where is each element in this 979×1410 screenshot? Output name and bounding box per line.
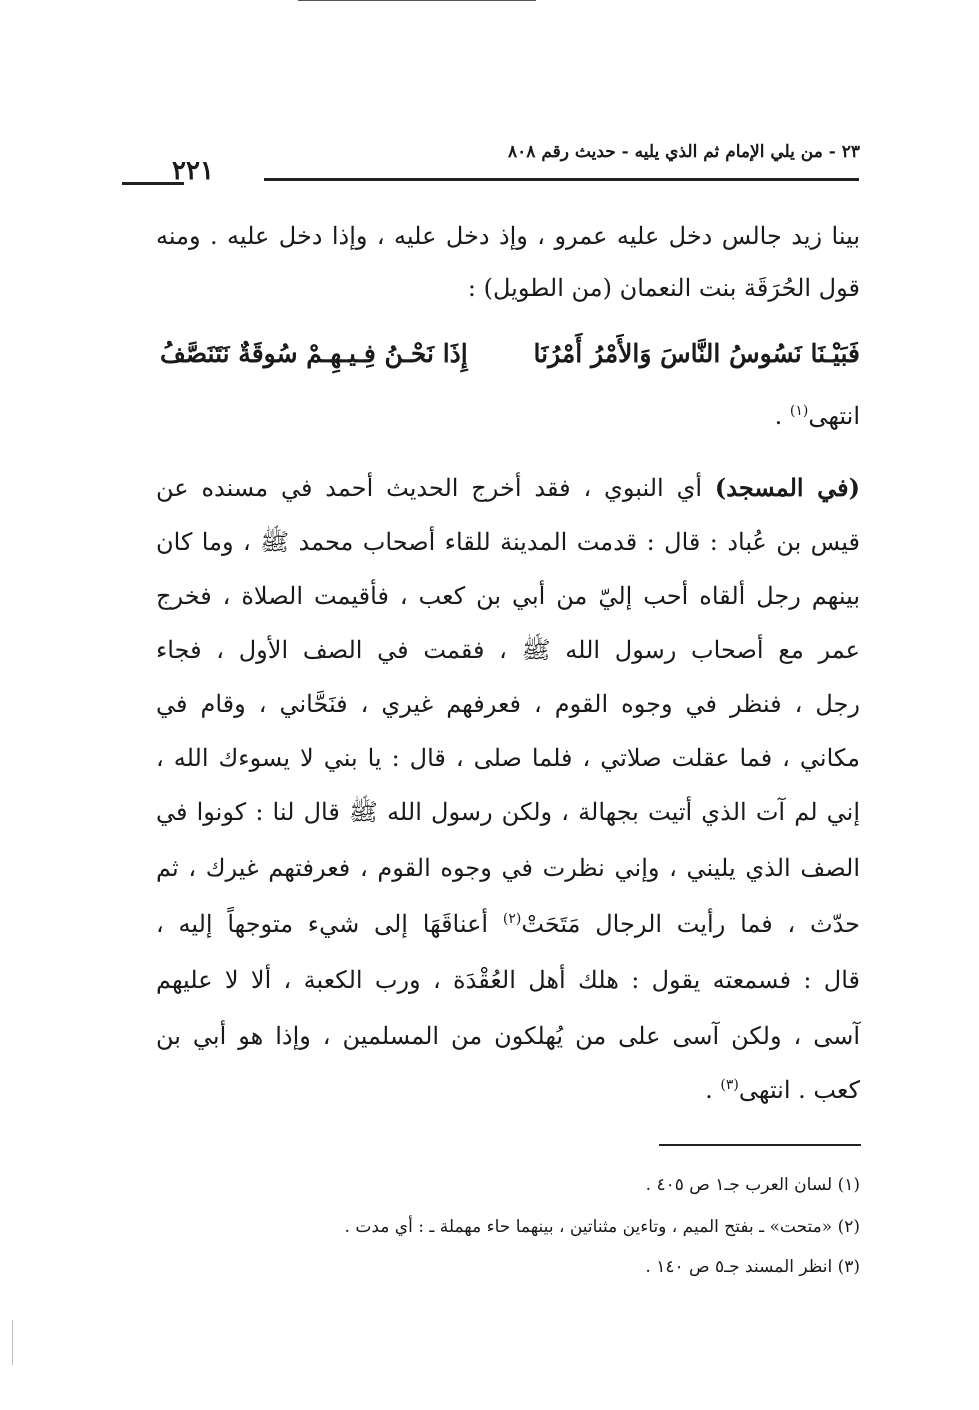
page-number-rule (122, 182, 184, 185)
body-line: قول الحُرَقَة بنت النعمان (من الطويل) : (467, 274, 860, 302)
footnote-separator (659, 1144, 861, 1146)
footnote-ref[interactable]: (٣) (720, 1077, 739, 1093)
end-punct: . (774, 402, 790, 430)
margin-mark (12, 1320, 13, 1365)
end-word: انتهى (808, 402, 860, 430)
paragraph-lead-line (156, 468, 860, 508)
body-line-with-ref (156, 904, 860, 944)
body-line: رجل ، فنظر في وجوه القوم ، فعرفهم غيري ، فنَحَّاني ، وقام في (156, 690, 860, 718)
body-line: قيس بن عُباد : قال : قدمت المدينة للقاء أصحاب محمد ﷺ ، وما كان (156, 528, 860, 556)
body-line: الصف الذي يليني ، وإني نظرت في وجوه القوم ، فعرفتهم غيرك ، ثم (156, 854, 861, 882)
verse-first-hemistich: فَبَيْـنَا نَسُوسُ النَّاسَ وَالأَمْرُ أَمْرُنَا (533, 339, 860, 368)
line-part: حدّث ، فما رأيت الرجال مَتَحَتْ (521, 910, 861, 938)
body-line: بينا زيد جالس دخل عليه عمرو ، وإذ دخل عليه ، وإذا دخل عليه . ومنه (156, 222, 860, 250)
footnote-ref[interactable]: (١) (789, 403, 809, 419)
footnote: (٣) انظر المسند جـ٥ ص ١٤٠ . (645, 1257, 860, 1277)
running-title: ٢٣ - من يلي الإمام ثم الذي يليه - حديث رقم ٨٠٨ (508, 142, 860, 162)
line-part: أعناقَهَا إلى شيء متوجهاً إليه ، (156, 910, 503, 938)
footnote-ref[interactable]: (٢) (502, 911, 522, 927)
header-rule (264, 178, 859, 181)
body-line: آسى ، ولكن آسى على من يُهلكون من المسلمين ، وإذا هو أبي بن (156, 1022, 860, 1050)
verse-end-note (775, 396, 860, 436)
footnote: (٢) «متحت» ـ بفتح الميم ، وتاءين مثناتين ، بينهما حاء مهملة ـ : أي مدت . (344, 1217, 860, 1237)
top-edge-rule (298, 0, 536, 1)
body-line: بينهم رجل ألقاه أحب إليّ من أبي بن كعب ، فأقيمت الصلاة ، فخرج (156, 582, 860, 610)
page-number: ٢٢١ (172, 156, 214, 186)
body-line: قال : فسمعته يقول : هلك أهل العُقْدَة ، ورب الكعبة ، ألا لا عليهم (156, 966, 860, 994)
lead-text: أي النبوي ، فقد أخرج الحديث أحمد في مسنده عن (156, 474, 715, 502)
keyword: (في المسجد) (714, 473, 860, 502)
body-line: مكاني ، فما عقلت صلاتي ، فلما صلى ، قال : يا بني لا يسوءك الله ، (156, 744, 860, 772)
footnote: (١) لسان العرب جـ١ ص ٤٠٥ . (645, 1175, 860, 1195)
closing-text: كعب . انتهى (738, 1076, 860, 1104)
closing-line (705, 1070, 860, 1110)
end-punct: . (705, 1076, 721, 1104)
body-line: عمر مع أصحاب رسول الله ﷺ ، فقمت في الصف الأول ، فجاء (156, 636, 860, 664)
body-line: إني لم آت الذي أتيت بجهالة ، ولكن رسول الله ﷺ قال لنا : كونوا في (156, 798, 860, 826)
verse-second-hemistich: إِذَا نَحْـنُ فِـيـهِـمْ سُوقَةٌ نَتَنَصَّفُ (160, 339, 468, 368)
